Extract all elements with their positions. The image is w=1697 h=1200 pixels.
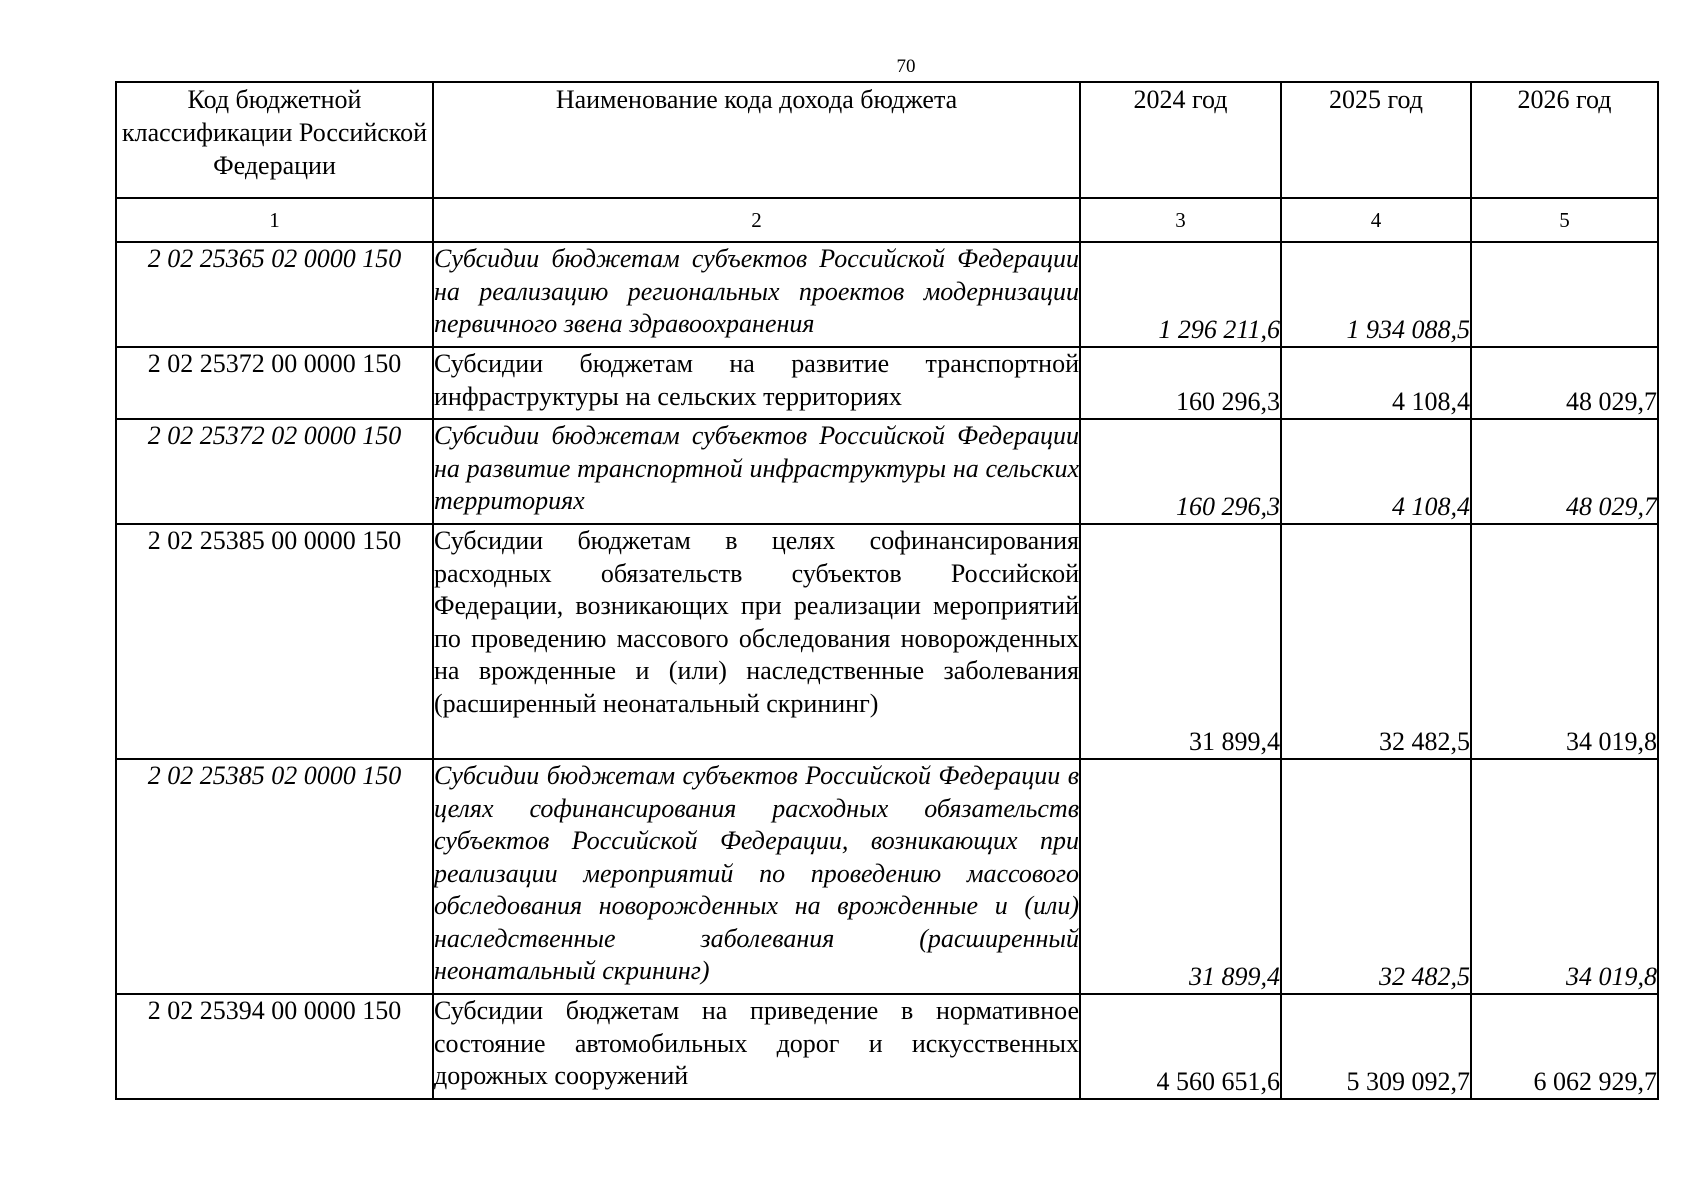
amount-2026 — [1471, 242, 1658, 347]
amount-2026: 34 019,8 — [1471, 524, 1658, 759]
amount-2024: 1 296 211,6 — [1080, 242, 1281, 347]
amount-2024: 31 899,4 — [1080, 524, 1281, 759]
budget-code: 2 02 25385 00 0000 150 — [116, 524, 433, 759]
amount-2024: 160 296,3 — [1080, 347, 1281, 419]
table-row — [116, 419, 1658, 524]
amount-2025: 5 309 092,7 — [1281, 994, 1471, 1099]
header-revenue-name: Наименование кода дохода бюджета — [433, 82, 1080, 198]
header-year-2024: 2024 год — [1080, 82, 1281, 198]
table-row — [116, 347, 1658, 419]
amount-2025: 1 934 088,5 — [1281, 242, 1471, 347]
amount-2026: 48 029,7 — [1471, 419, 1658, 524]
amount-2026: 34 019,8 — [1471, 759, 1658, 994]
page-number: 70 — [896, 56, 916, 77]
amount-2024: 160 296,3 — [1080, 419, 1281, 524]
amount-2025: 32 482,5 — [1281, 759, 1471, 994]
amount-2025: 32 482,5 — [1281, 524, 1471, 759]
amount-2024: 31 899,4 — [1080, 759, 1281, 994]
revenue-name: Субсидии бюджетам субъектов Российской Федерации в целях софинансирования расходных обязательств субъектов Российской Федерации, возникающих при реализации мероприятий по проведению массового обследования новорожденных на врожденные и (или) наследственные заболевания (расширенный неонатальный скрининг) — [433, 759, 1080, 994]
budget-code: 2 02 25372 00 0000 150 — [116, 347, 433, 419]
budget-code: 2 02 25372 02 0000 150 — [116, 419, 433, 524]
budget-code: 2 02 25385 02 0000 150 — [116, 759, 433, 994]
table-row — [116, 524, 1658, 759]
budget-revenue-table — [115, 81, 1659, 1100]
table-header-row — [116, 82, 1658, 198]
revenue-name: Субсидии бюджетам субъектов Российской Федерации на реализацию региональных проектов модернизации первичного звена здравоохранения — [433, 242, 1080, 347]
column-number-row — [116, 198, 1658, 242]
revenue-name: Субсидии бюджетам на развитие транспортной инфраструктуры на сельских территориях — [433, 347, 1080, 419]
revenue-name: Субсидии бюджетам на приведение в нормативное состояние автомобильных дорог и искусственных дорожных сооружений — [433, 994, 1080, 1099]
revenue-name: Субсидии бюджетам субъектов Российской Федерации на развитие транспортной инфраструктуры на сельских территориях — [433, 419, 1080, 524]
amount-2025: 4 108,4 — [1281, 347, 1471, 419]
revenue-name: Субсидии бюджетам в целях софинансирования расходных обязательств субъектов Российской Федерации, возникающих при реализации мероприятий по проведению массового обследования новорожденных на врожденные и (или) наследственные заболевания (расширенный неонатальный скрининг) — [433, 524, 1080, 759]
table-row — [116, 759, 1658, 994]
amount-2026: 6 062 929,7 — [1471, 994, 1658, 1099]
header-year-2025: 2025 год — [1281, 82, 1471, 198]
column-number: 1 — [116, 198, 433, 242]
amount-2025: 4 108,4 — [1281, 419, 1471, 524]
table-row — [116, 994, 1658, 1099]
header-budget-code: Код бюджетной классификации Российской Федерации — [116, 82, 433, 198]
column-number: 3 — [1080, 198, 1281, 242]
amount-2024: 4 560 651,6 — [1080, 994, 1281, 1099]
header-year-2026: 2026 год — [1471, 82, 1658, 198]
table-row — [116, 242, 1658, 347]
budget-code: 2 02 25365 02 0000 150 — [116, 242, 433, 347]
budget-code: 2 02 25394 00 0000 150 — [116, 994, 433, 1099]
column-number: 4 — [1281, 198, 1471, 242]
column-number: 2 — [433, 198, 1080, 242]
column-number: 5 — [1471, 198, 1658, 242]
amount-2026: 48 029,7 — [1471, 347, 1658, 419]
